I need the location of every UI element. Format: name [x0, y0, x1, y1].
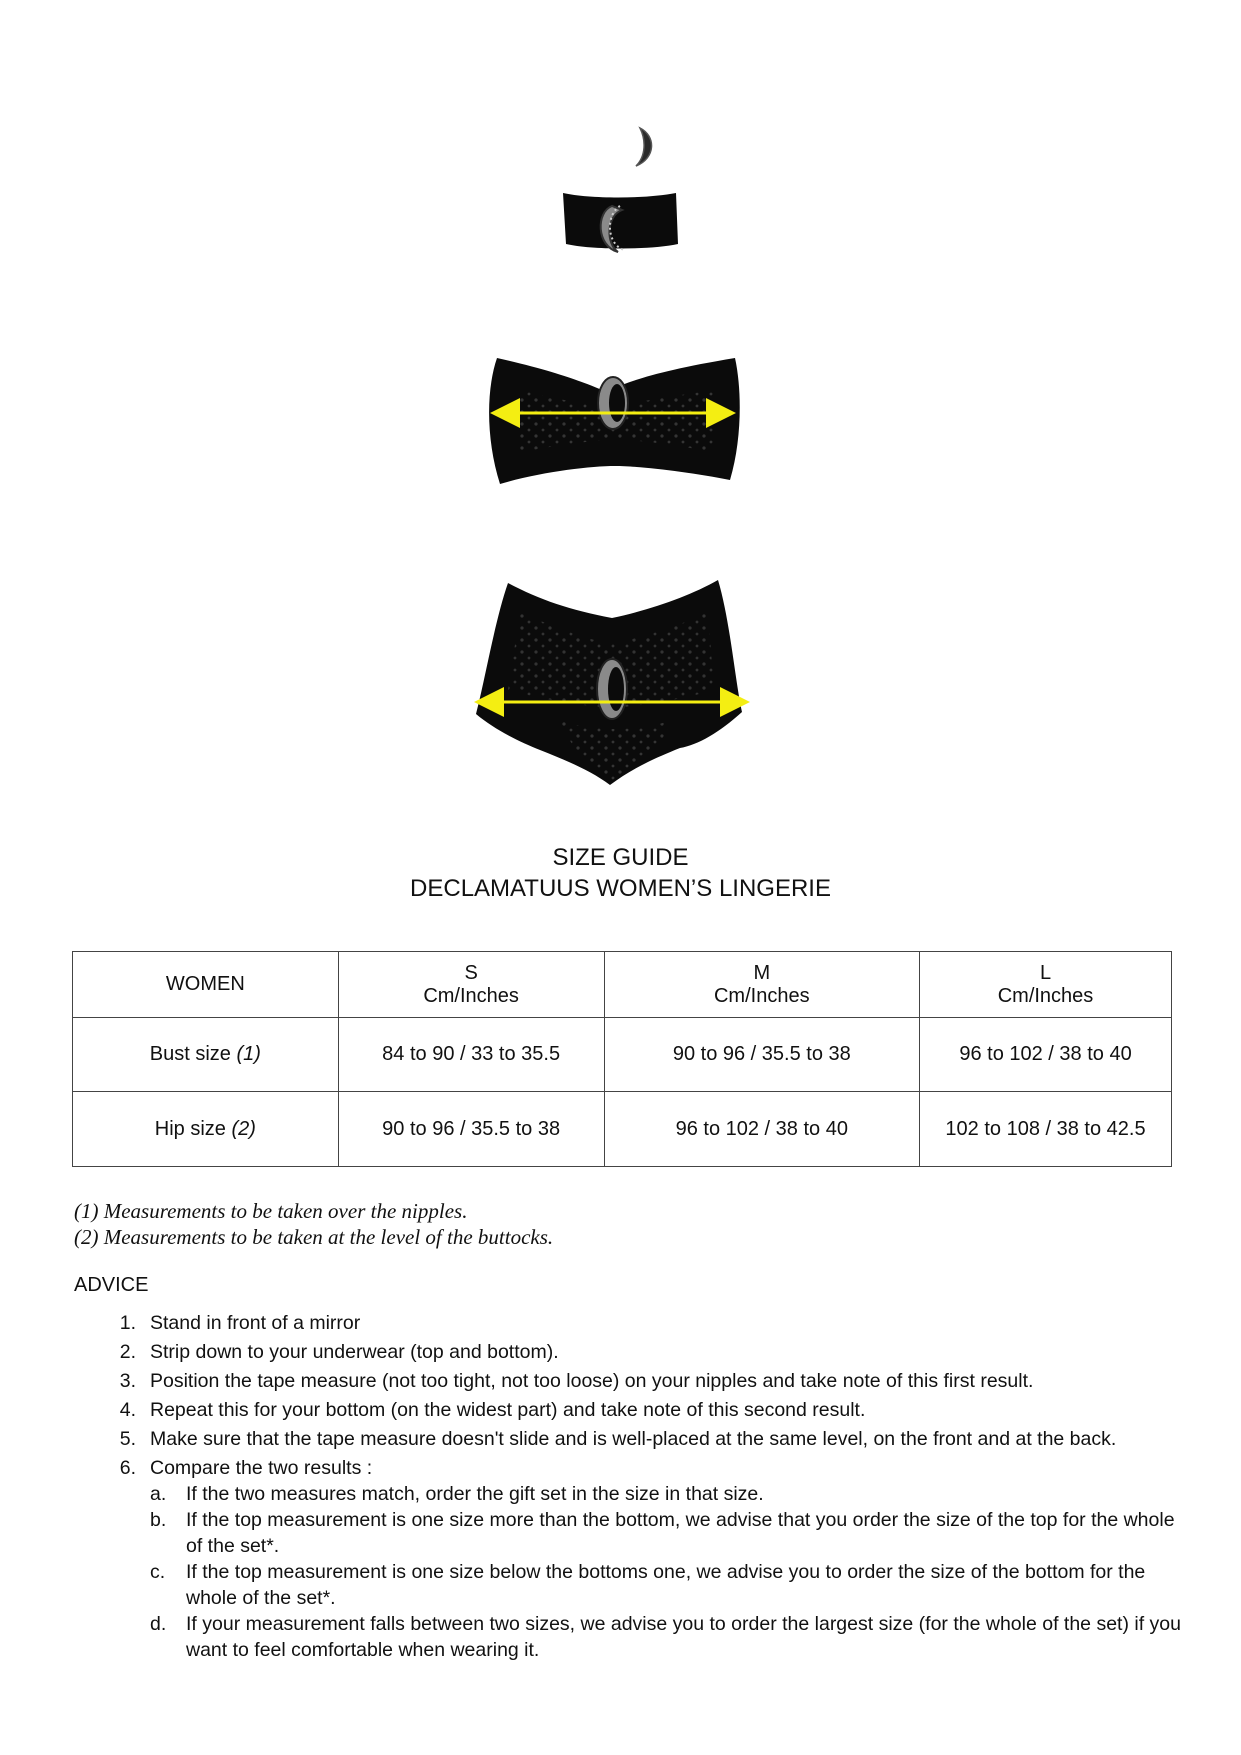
table-cell: 90 to 96 / 35.5 to 38: [604, 1018, 919, 1092]
list-item: 6. Compare the two results : a. If the two measures match, order the gift set in the size in that size. b. If the top measurement is one size more than the bottom, we advise that you order the size of the top for the whole of the set*. c. If the top measurement is one size below the bottoms one, we advise you to order the size of the bottom for the whole of the set*. d. If your measurement falls between two sizes, we advise you to order the largest size (for the whole of the set) if you want to feel comfortable when wearing it.: [119, 1457, 1181, 1661]
header-size: L: [1039, 961, 1052, 984]
table-cell: 90 to 96 / 35.5 to 38: [338, 1092, 604, 1167]
table-cell: 96 to 102 / 38 to 40: [604, 1092, 919, 1167]
list-item: 3. Position the tape measure (not too tight, not too loose) on your nipples and take note of this first result.: [119, 1370, 1034, 1392]
table-header-row: [73, 952, 1172, 1018]
list-item: 4. Repeat this for your bottom (on the widest part) and take note of this second result.: [119, 1399, 866, 1421]
advice-heading: ADVICE: [74, 1274, 149, 1296]
header-unit: Cm/Inches: [997, 984, 1094, 1007]
page-title: SIZE GUIDE: [552, 844, 689, 871]
choker: [563, 193, 678, 252]
row-label: Bust size (1): [73, 1018, 339, 1092]
header-unit: Cm/Inches: [713, 984, 810, 1007]
product-illustration: [0, 0, 1241, 820]
list-item: 5. Make sure that the tape measure doesn't slide and is well-placed at the same level, on the front and at the back.: [119, 1428, 1117, 1450]
header-cell-m: [604, 952, 919, 1018]
page-subtitle: DECLAMATUUS WOMEN’S LINGERIE: [410, 875, 831, 902]
advice-sublist: [150, 1481, 1182, 1663]
list-item: 2. Strip down to your underwear (top and bottom).: [119, 1341, 559, 1363]
bandeau-top: [489, 358, 740, 484]
header-label: WOMEN: [165, 973, 245, 995]
list-item: 1. Stand in front of a mirror: [119, 1312, 361, 1334]
table-cell: 84 to 90 / 33 to 35.5: [338, 1018, 604, 1092]
header-unit: Cm/Inches: [423, 984, 519, 1007]
sub-list-item: d. If your measurement falls between two sizes, we advise you to order the largest size (for the whole of the set) if you want to feel comfortable when wearing it.: [150, 1613, 1181, 1661]
table-row: [73, 1092, 1172, 1167]
table-row: [73, 1018, 1172, 1092]
table-cell: 102 to 108 / 38 to 42.5: [920, 1092, 1172, 1167]
bottom-brief: [476, 580, 744, 785]
advice-list: [112, 1310, 1182, 1666]
size-table: [72, 951, 1172, 1167]
header-cell-l: [920, 952, 1172, 1018]
footnote-2: (2) Measurements to be taken at the level of the buttocks.: [74, 1225, 554, 1249]
row-ref: (1): [236, 1043, 261, 1065]
crescent-earring: [636, 128, 652, 166]
header-cell-women: [73, 952, 339, 1018]
row-label: Hip size (2): [73, 1092, 339, 1167]
sub-list-item: b. If the top measurement is one size more than the bottom, we advise that you order the size of the top for the whole of the set*.: [150, 1509, 1175, 1557]
header-size: M: [753, 961, 771, 984]
footnotes: [74, 1198, 553, 1250]
sub-list-item: a. If the two measures match, order the gift set in the size in that size.: [150, 1483, 764, 1505]
header-cell-s: [338, 952, 604, 1018]
row-ref: (2): [231, 1117, 256, 1140]
footnote-1: (1) Measurements to be taken over the nipples.: [74, 1199, 468, 1223]
table-cell: 96 to 102 / 38 to 40: [920, 1018, 1172, 1092]
header-size: S: [464, 961, 478, 984]
sub-list-item: c. If the top measurement is one size below the bottoms one, we advise you to order the size of the bottom for the whole of the set*.: [150, 1561, 1146, 1609]
